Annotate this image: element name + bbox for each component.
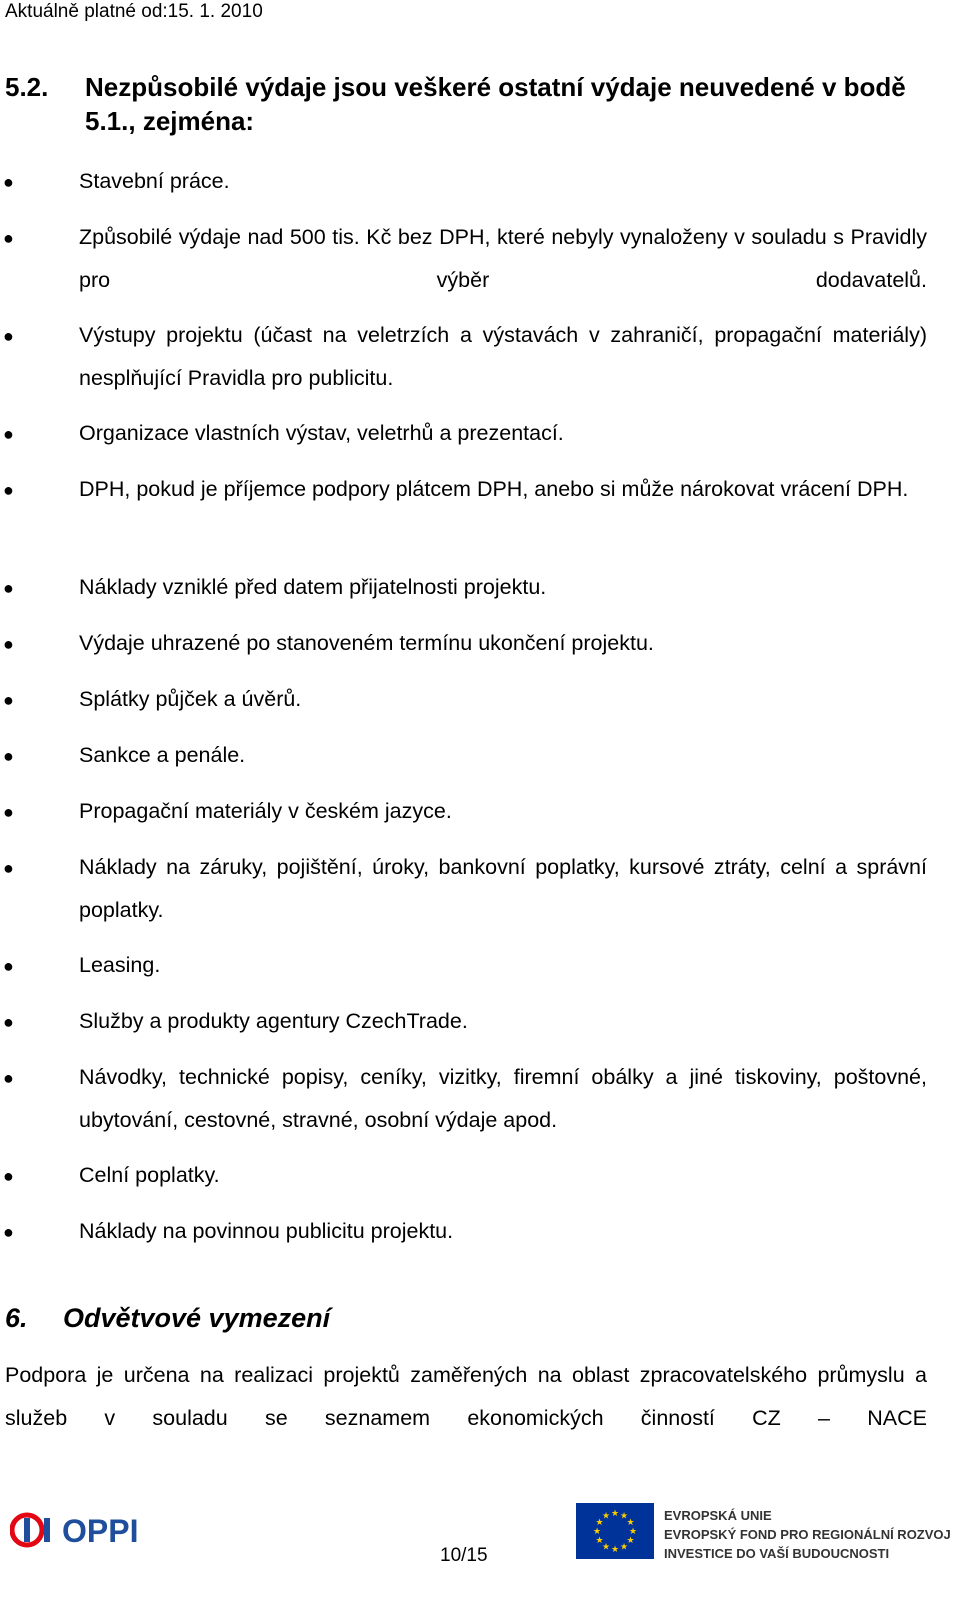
eu-line: INVESTICE DO VAŠÍ BUDOUCNOSTI (664, 1546, 890, 1561)
section-6-paragraph: Podpora je určena na realizaci projektů zaměřených na oblast zpracovatelského průmyslu a služeb v souladu se seznamem ekonomických činností CZ – NACE (5, 1363, 927, 1430)
section-title: Odvětvové vymezení (63, 1303, 331, 1333)
eu-text (664, 1506, 951, 1563)
section-title: Nezpůsobilé výdaje jsou veškeré ostatní výdaje neuvedené v bodě 5.1., zejména: (85, 72, 906, 136)
list-item-text: Sankce a penále. (79, 743, 246, 767)
bullet-icon: ● (3, 1068, 14, 1088)
svg-text:★: ★ (628, 1527, 638, 1537)
bullet-icon: ● (3, 802, 14, 822)
section-number: 6. (5, 1303, 28, 1333)
list-item-text: Leasing. (79, 953, 161, 977)
oppi-logo (10, 1505, 160, 1555)
page-number: 10/15 (440, 1545, 488, 1566)
bullet-icon: ● (3, 480, 14, 500)
oppi-logo-text: OPPI (62, 1513, 139, 1549)
bullet-icon: ● (3, 424, 14, 444)
bullet-icon: ● (3, 634, 14, 654)
svg-text:★: ★ (626, 1536, 635, 1546)
logo-blue-bar (44, 1518, 50, 1542)
header-date: Aktuálně platné od:15. 1. 2010 (5, 1, 263, 22)
list-item-text: Stavební práce. (79, 169, 230, 193)
bullet-icon: ● (3, 578, 14, 598)
svg-text:★: ★ (595, 1518, 604, 1528)
bullet-icon: ● (3, 1166, 14, 1186)
list-item-text: Způsobilé výdaje nad 500 tis. Kč bez DPH, které nebyly vynaloženy v souladu s Pravidly pro výběr dodavatelů. (79, 225, 927, 292)
list-item-text: Organizace vlastních výstav, veletrhů a prezentací. (79, 421, 564, 445)
svg-text:★: ★ (595, 1536, 604, 1546)
bullet-icon: ● (3, 326, 14, 346)
eu-line: EVROPSKÝ FOND PRO REGIONÁLNÍ ROZVOJ (664, 1527, 951, 1542)
list-item-text: Propagační materiály v českém jazyce. (79, 799, 452, 823)
logo-blue-bar (24, 1518, 30, 1542)
svg-text:★: ★ (601, 1542, 611, 1553)
list-item-text: Návodky, technické popisy, ceníky, vizitky, firemní obálky a jiné tiskoviny, poštovné, ubytování, cestovné, stravné, osobní výdaje apod. (79, 1065, 927, 1132)
list-item-text: Celní poplatky. (79, 1163, 220, 1187)
list-item-text: Splátky půjček a úvěrů. (79, 687, 302, 711)
svg-text:★: ★ (626, 1518, 635, 1528)
bullet-icon: ● (3, 228, 14, 248)
bullet-icon: ● (3, 172, 14, 192)
list-item-text: DPH, pokud je příjemce podpory plátcem DPH, anebo si může nárokovat vrácení DPH. (79, 477, 909, 501)
svg-text:★: ★ (619, 1542, 629, 1553)
bullet-icon: ● (3, 1222, 14, 1242)
list-item-text: Výdaje uhrazené po stanoveném termínu ukončení projektu. (79, 631, 654, 655)
bullet-icon: ● (3, 858, 14, 878)
svg-text:★: ★ (610, 1545, 620, 1555)
svg-text:★: ★ (601, 1511, 611, 1522)
eu-line: EVROPSKÁ UNIE (664, 1508, 772, 1523)
svg-text:★: ★ (619, 1511, 629, 1522)
section-number: 5.2. (5, 72, 49, 102)
list-item-text: Výstupy projektu (účast na veletrzích a výstavách v zahraničí, propagační materiály) nesplňující Pravidla pro publicitu. (79, 323, 927, 390)
bullet-icon: ● (3, 1012, 14, 1032)
list-item-text: Náklady na povinnou publicitu projektu. (79, 1219, 454, 1243)
bullet-icon: ● (3, 956, 14, 976)
svg-text:★: ★ (592, 1527, 602, 1537)
svg-text:★: ★ (610, 1509, 620, 1519)
bullet-icon: ● (3, 746, 14, 766)
list-item-text: Služby a produkty agentury CzechTrade. (79, 1009, 468, 1033)
bullet-icon: ● (3, 690, 14, 710)
list-item-text: Náklady vzniklé před datem přijatelnosti projektu. (79, 575, 547, 599)
list-item-text: Náklady na záruky, pojištění, úroky, bankovní poplatky, kursové ztráty, celní a správní poplatky. (79, 855, 927, 922)
eu-flag-icon (576, 1503, 654, 1559)
